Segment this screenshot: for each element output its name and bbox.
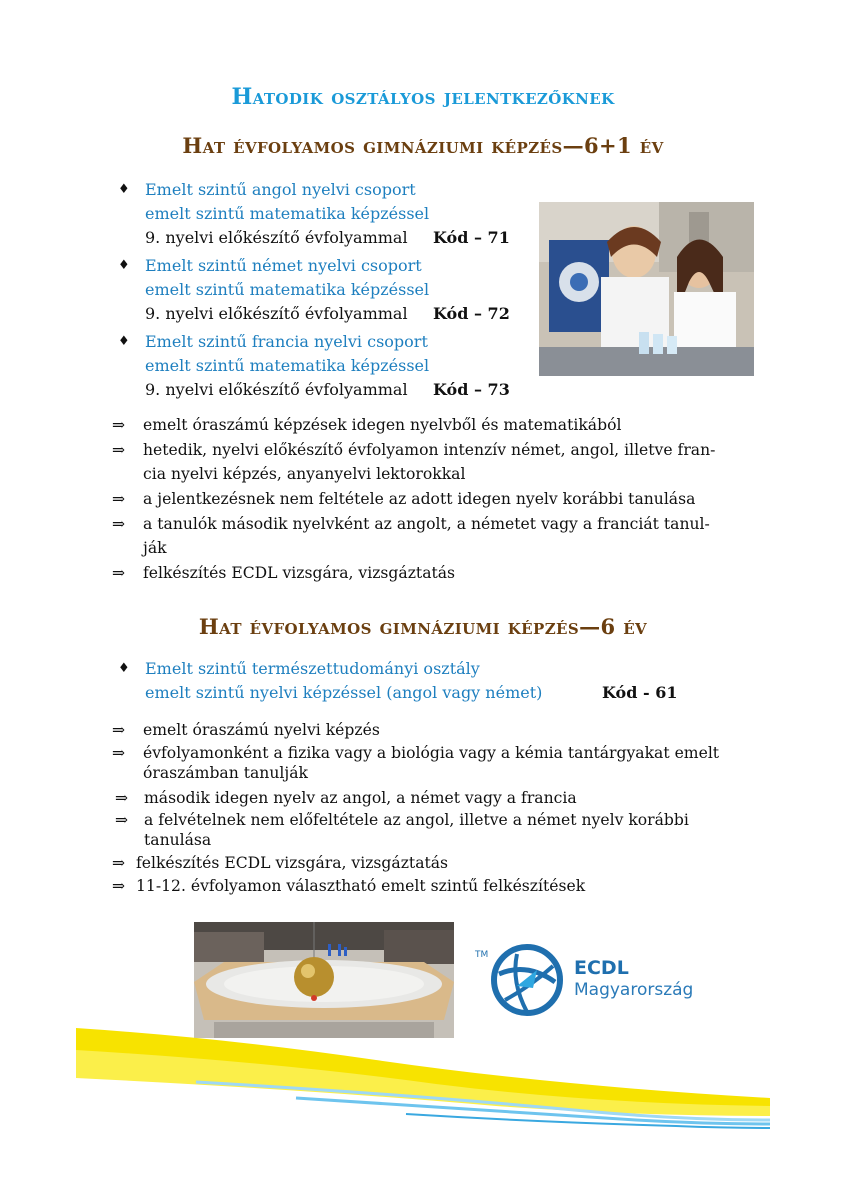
feature-bullet bbox=[112, 438, 772, 486]
diamond-bullet-icon: ♦ bbox=[118, 258, 130, 273]
ecdl-wordmark: ECDL bbox=[574, 957, 629, 979]
diamond-bullet-icon: ♦ bbox=[118, 661, 130, 676]
feature-bullet bbox=[112, 741, 772, 785]
feature-bullet bbox=[112, 487, 772, 511]
diamond-bullet-icon: ♦ bbox=[118, 182, 130, 197]
feature-text: cia nyelvi képzés, anyanyelvi lektorokkal bbox=[143, 465, 466, 483]
feature-text: a jelentkezésnek nem feltétele az adott idegen nyelv korábbi tanulása bbox=[143, 490, 696, 508]
ecdl-globe-icon bbox=[487, 942, 567, 1018]
feature-text: felkészítés ECDL vizsgára, vizsgáztatás bbox=[143, 564, 456, 582]
program-subtitle: emelt szintű matematika képzéssel bbox=[145, 356, 430, 375]
arrow-bullet-icon: ⇒ bbox=[112, 877, 126, 895]
feature-text: a felvételnek nem előfeltétele az angol, illetve a német nyelv korábbi bbox=[144, 811, 689, 829]
program-prep-year: 9. nyelvi előkészítő évfolyammal bbox=[145, 380, 408, 399]
feature-bullet bbox=[115, 786, 775, 810]
feature-text: óraszámban tanulják bbox=[143, 764, 308, 782]
program-title: Emelt szintű természettudományi osztály bbox=[145, 659, 480, 678]
feature-bullet bbox=[112, 413, 772, 437]
feature-text: 11-12. évfolyamon választható emelt szintű felkészítések bbox=[136, 877, 586, 895]
feature-bullet bbox=[112, 512, 772, 560]
feature-text: évfolyamonként a fizika vagy a biológia vagy a kémia tantárgyakat emelt bbox=[143, 744, 720, 762]
feature-text: emelt óraszámú nyelvi képzés bbox=[143, 721, 380, 739]
lab-photo bbox=[539, 202, 754, 376]
program-title: Emelt szintű francia nyelvi csoport bbox=[145, 332, 428, 351]
program-prep-year: 9. nyelvi előkészítő évfolyammal bbox=[145, 304, 408, 323]
program-prep-year: 9. nyelvi előkészítő évfolyammal bbox=[145, 228, 408, 247]
page-heading: Hatodik osztályos jelentkezőknek bbox=[231, 84, 615, 110]
feature-bullet bbox=[112, 561, 772, 585]
program-subtitle: emelt szintű matematika képzéssel bbox=[145, 204, 430, 223]
arrow-bullet-icon: ⇒ bbox=[112, 564, 126, 582]
arrow-bullet-icon: ⇒ bbox=[112, 490, 126, 508]
feature-text: tanulása bbox=[144, 831, 212, 849]
program-subtitle: emelt szintű nyelvi képzéssel (angol vagy német) bbox=[145, 683, 543, 702]
section1-title: Hat évfolyamos gimnáziumi képzés—6+1 év bbox=[182, 133, 664, 158]
feature-bullet bbox=[112, 851, 772, 875]
ecdl-logo bbox=[473, 940, 723, 1020]
program-item bbox=[118, 657, 718, 705]
program-code: Kód - 61 bbox=[602, 683, 678, 702]
feature-text: második idegen nyelv az angol, a német vagy a francia bbox=[144, 789, 577, 807]
arrow-bullet-icon: ⇒ bbox=[115, 789, 129, 807]
arrow-bullet-icon: ⇒ bbox=[115, 811, 129, 829]
feature-text: felkészítés ECDL vizsgára, vizsgáztatás bbox=[136, 854, 449, 872]
arrow-bullet-icon: ⇒ bbox=[112, 721, 126, 739]
feature-text: hetedik, nyelvi előkészítő évfolyamon intenzív német, angol, illetve fran- bbox=[143, 441, 716, 459]
feature-bullet bbox=[115, 808, 775, 852]
program-title: Emelt szintű angol nyelvi csoport bbox=[145, 180, 416, 199]
ecdl-country: Magyarország bbox=[574, 980, 694, 1000]
section2-title: Hat évfolyamos gimnáziumi képzés—6 év bbox=[198, 614, 648, 639]
program-item bbox=[118, 330, 538, 402]
feature-text: ják bbox=[143, 539, 167, 557]
arrow-bullet-icon: ⇒ bbox=[112, 515, 126, 533]
diamond-bullet-icon: ♦ bbox=[118, 334, 130, 349]
feature-bullet bbox=[112, 874, 772, 898]
program-title: Emelt szintű német nyelvi csoport bbox=[145, 256, 422, 275]
trademark-mark: TM bbox=[475, 950, 489, 960]
arrow-bullet-icon: ⇒ bbox=[112, 441, 126, 459]
arrow-bullet-icon: ⇒ bbox=[112, 854, 126, 872]
arrow-bullet-icon: ⇒ bbox=[112, 416, 126, 434]
program-item bbox=[118, 178, 538, 250]
program-subtitle: emelt szintű matematika képzéssel bbox=[145, 280, 430, 299]
program-code: Kód – 73 bbox=[433, 380, 510, 399]
arrow-bullet-icon: ⇒ bbox=[112, 744, 126, 762]
program-code: Kód – 72 bbox=[433, 304, 510, 323]
program-item bbox=[118, 254, 538, 326]
program-code: Kód – 71 bbox=[433, 228, 510, 247]
feature-bullet bbox=[112, 718, 772, 742]
feature-text: emelt óraszámú képzések idegen nyelvből és matematikából bbox=[143, 416, 622, 434]
feature-text: a tanulók második nyelvként az angolt, a németet vagy a franciát tanul- bbox=[143, 515, 710, 533]
decorative-wave bbox=[76, 1020, 770, 1130]
